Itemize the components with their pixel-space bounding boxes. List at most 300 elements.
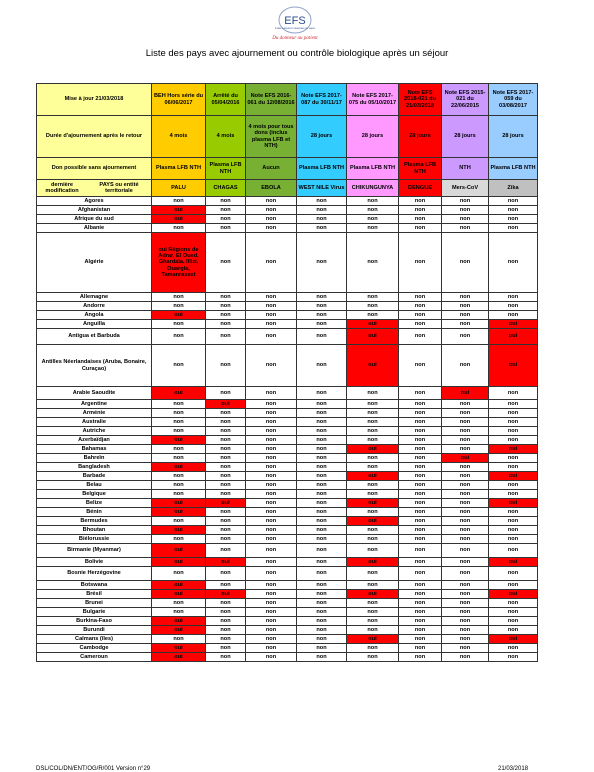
status-cell: non xyxy=(442,626,489,635)
status-cell: non xyxy=(347,197,399,206)
status-cell: non xyxy=(246,617,297,626)
status-cell: non xyxy=(399,567,442,581)
status-cell: non xyxy=(206,535,246,544)
status-cell: non xyxy=(442,590,489,599)
status-cell: non xyxy=(489,293,538,302)
don-west-nile: Plasma LFB NTH xyxy=(297,158,347,180)
status-cell: non xyxy=(489,400,538,409)
table-row xyxy=(37,481,538,490)
status-cell: non xyxy=(489,526,538,535)
status-cell: non xyxy=(246,558,297,567)
status-cell: non xyxy=(442,311,489,320)
status-cell: non xyxy=(399,197,442,206)
status-cell: non xyxy=(246,526,297,535)
status-cell: non xyxy=(152,320,206,329)
status-cell: non xyxy=(489,215,538,224)
document-title: Liste des pays avec ajournement ou contrôle biologique après un séjour xyxy=(145,48,449,59)
status-cell: non xyxy=(297,599,347,608)
status-cell: non xyxy=(399,400,442,409)
status-cell: oui xyxy=(152,617,206,626)
status-cell: non xyxy=(206,644,246,653)
country-cell: Bermudes xyxy=(37,517,152,526)
status-cell: oui xyxy=(347,445,399,454)
status-cell: non xyxy=(347,626,399,635)
status-cell: non xyxy=(399,293,442,302)
status-cell: non xyxy=(489,481,538,490)
country-cell: Bulgarie xyxy=(37,608,152,617)
status-cell: non xyxy=(246,454,297,463)
status-cell: non xyxy=(246,644,297,653)
header-row-diseases xyxy=(37,180,538,197)
status-cell: non xyxy=(152,345,206,387)
country-cell: Botswana xyxy=(37,581,152,590)
table-row xyxy=(37,617,538,626)
status-cell: non xyxy=(399,535,442,544)
status-cell: oui xyxy=(152,526,206,535)
status-cell: non xyxy=(399,558,442,567)
status-cell: non xyxy=(246,508,297,517)
status-cell: oui xyxy=(489,499,538,508)
status-cell: non xyxy=(297,535,347,544)
status-cell: non xyxy=(442,508,489,517)
table-row xyxy=(37,400,538,409)
status-cell: non xyxy=(297,400,347,409)
country-cell: Cameroun xyxy=(37,653,152,662)
status-cell: oui xyxy=(206,558,246,567)
country-cell: Anguilla xyxy=(37,320,152,329)
status-cell: non xyxy=(246,320,297,329)
status-cell: non xyxy=(347,302,399,311)
disease-ebola: EBOLA xyxy=(246,180,297,197)
status-cell: non xyxy=(206,567,246,581)
don-chagas: Plasma LFB NTH xyxy=(206,158,246,180)
status-cell: non xyxy=(489,311,538,320)
status-cell: non xyxy=(206,481,246,490)
status-cell: oui xyxy=(347,635,399,644)
status-cell: non xyxy=(246,608,297,617)
status-cell: non xyxy=(152,302,206,311)
status-cell: non xyxy=(206,454,246,463)
status-cell: non xyxy=(206,345,246,387)
status-cell: non xyxy=(399,418,442,427)
status-cell: non xyxy=(347,581,399,590)
country-cell: Bhoutan xyxy=(37,526,152,535)
note-west-nile: Note EFS 2017-087 du 30/11/17 xyxy=(297,84,347,116)
table-row xyxy=(37,567,538,581)
status-cell: non xyxy=(206,490,246,499)
status-cell: non xyxy=(246,590,297,599)
status-cell: non xyxy=(442,329,489,345)
status-cell: non xyxy=(152,635,206,644)
status-cell: non xyxy=(399,544,442,558)
status-cell: non xyxy=(442,302,489,311)
status-cell: non xyxy=(347,454,399,463)
table-row xyxy=(37,302,538,311)
status-cell: oui xyxy=(152,644,206,653)
note-mers: Note EFS 2015-021 du 22/06/2015 xyxy=(442,84,489,116)
status-cell: oui xyxy=(347,329,399,345)
status-cell: non xyxy=(442,293,489,302)
disease-mers: Mers-CoV xyxy=(442,180,489,197)
status-cell: non xyxy=(442,644,489,653)
country-cell: Australie xyxy=(37,418,152,427)
country-cell: Biélorussie xyxy=(37,535,152,544)
status-cell: non xyxy=(152,409,206,418)
country-cell: Burundi xyxy=(37,626,152,635)
status-cell: non xyxy=(347,526,399,535)
status-cell: non xyxy=(399,224,442,233)
status-cell: oui xyxy=(152,558,206,567)
status-cell: non xyxy=(489,409,538,418)
countries-table xyxy=(36,83,538,662)
table-row xyxy=(37,517,538,526)
status-cell: non xyxy=(206,233,246,293)
status-cell: non xyxy=(206,544,246,558)
status-cell: oui xyxy=(442,387,489,400)
status-cell: non xyxy=(297,427,347,436)
status-cell: non xyxy=(246,345,297,387)
status-cell: non xyxy=(399,490,442,499)
table-row xyxy=(37,635,538,644)
status-cell: non xyxy=(399,436,442,445)
table-row xyxy=(37,224,538,233)
country-cell: Afghanistan xyxy=(37,206,152,215)
pays-label: PAYS ou entité territoriale xyxy=(99,181,139,194)
don-palu: Plasma LFB NTH xyxy=(152,158,206,180)
status-cell: non xyxy=(399,599,442,608)
status-cell: non xyxy=(152,418,206,427)
status-cell: non xyxy=(442,581,489,590)
status-cell: non xyxy=(297,617,347,626)
status-cell: non xyxy=(297,233,347,293)
table-row xyxy=(37,387,538,400)
status-cell: non xyxy=(297,499,347,508)
status-cell: non xyxy=(206,635,246,644)
duree-mers: 28 jours xyxy=(442,116,489,158)
table-row xyxy=(37,445,538,454)
status-cell: non xyxy=(489,644,538,653)
status-cell: non xyxy=(399,508,442,517)
status-cell: non xyxy=(297,567,347,581)
status-cell: oui xyxy=(347,590,399,599)
table-body xyxy=(37,197,538,662)
status-cell: non xyxy=(347,418,399,427)
status-cell: non xyxy=(297,626,347,635)
note-palu: BEH Hors série du 06/06/2017 xyxy=(152,84,206,116)
status-cell: non xyxy=(206,427,246,436)
don-chik: Plasma LFB NTH xyxy=(347,158,399,180)
status-cell: non xyxy=(489,206,538,215)
status-cell: non xyxy=(297,418,347,427)
status-cell: non xyxy=(399,302,442,311)
status-cell: non xyxy=(206,302,246,311)
status-cell: non xyxy=(206,215,246,224)
status-cell: non xyxy=(399,206,442,215)
status-cell: non xyxy=(246,517,297,526)
status-cell: oui xyxy=(152,590,206,599)
status-cell: non xyxy=(246,400,297,409)
status-cell: non xyxy=(399,626,442,635)
status-cell: non xyxy=(347,311,399,320)
status-cell: non xyxy=(399,635,442,644)
status-cell: non xyxy=(399,409,442,418)
status-cell: non xyxy=(399,320,442,329)
table-row xyxy=(37,508,538,517)
status-cell: oui Régions de Adrar, El Oued, Ghardaïa, Illizi, Ouargla, Tamanrasset xyxy=(152,233,206,293)
status-cell: non xyxy=(347,206,399,215)
status-cell: non xyxy=(152,400,206,409)
status-cell: non xyxy=(206,599,246,608)
table-row xyxy=(37,526,538,535)
status-cell: non xyxy=(347,490,399,499)
status-cell: non xyxy=(152,293,206,302)
status-cell: non xyxy=(442,320,489,329)
status-cell: non xyxy=(489,490,538,499)
status-cell: non xyxy=(442,526,489,535)
country-cell: Agores xyxy=(37,197,152,206)
status-cell: non xyxy=(246,197,297,206)
status-cell: non xyxy=(399,590,442,599)
status-cell: non xyxy=(206,387,246,400)
status-cell: non xyxy=(347,544,399,558)
status-cell: non xyxy=(399,526,442,535)
table-row xyxy=(37,206,538,215)
status-cell: non xyxy=(442,481,489,490)
status-cell: oui xyxy=(152,215,206,224)
country-cell: Bahreïn xyxy=(37,454,152,463)
status-cell: non xyxy=(152,599,206,608)
status-cell: non xyxy=(246,463,297,472)
status-cell: oui xyxy=(489,472,538,481)
status-cell: non xyxy=(297,345,347,387)
status-cell: non xyxy=(399,481,442,490)
country-cell: Autriche xyxy=(37,427,152,436)
status-cell: non xyxy=(206,418,246,427)
status-cell: oui xyxy=(347,472,399,481)
status-cell: non xyxy=(297,590,347,599)
status-cell: non xyxy=(246,206,297,215)
status-cell: non xyxy=(489,567,538,581)
status-cell: non xyxy=(206,617,246,626)
status-cell: oui xyxy=(489,590,538,599)
status-cell: non xyxy=(347,387,399,400)
status-cell: oui xyxy=(152,463,206,472)
status-cell: non xyxy=(399,311,442,320)
status-cell: non xyxy=(297,508,347,517)
status-cell: non xyxy=(297,581,347,590)
table-row xyxy=(37,599,538,608)
country-cell: Barbade xyxy=(37,472,152,481)
header-row-don xyxy=(37,158,538,180)
status-cell: non xyxy=(297,197,347,206)
country-cell: Algérie xyxy=(37,233,152,293)
status-cell: non xyxy=(152,567,206,581)
status-cell: non xyxy=(347,293,399,302)
status-cell: non xyxy=(399,387,442,400)
table-row xyxy=(37,215,538,224)
status-cell: non xyxy=(442,436,489,445)
status-cell: non xyxy=(246,535,297,544)
disease-dengue: DENGUE xyxy=(399,180,442,197)
status-cell: oui xyxy=(152,387,206,400)
status-cell: non xyxy=(297,224,347,233)
status-cell: non xyxy=(206,311,246,320)
note-chagas: Arrêté du 05/04/2016 xyxy=(206,84,246,116)
status-cell: non xyxy=(297,320,347,329)
country-cell: Arménie xyxy=(37,409,152,418)
status-cell: non xyxy=(442,224,489,233)
country-cell: Albanie xyxy=(37,224,152,233)
status-cell: non xyxy=(347,409,399,418)
logo-subtext: ÉTABLISSEMENT FRANÇAIS DU SANG xyxy=(274,28,316,30)
table-row xyxy=(37,463,538,472)
status-cell: non xyxy=(399,445,442,454)
status-cell: non xyxy=(297,517,347,526)
status-cell: non xyxy=(152,490,206,499)
status-cell: non xyxy=(297,544,347,558)
status-cell: oui xyxy=(489,329,538,345)
status-cell: non xyxy=(297,472,347,481)
country-cell: Caïmans (îles) xyxy=(37,635,152,644)
country-cell: Azerbaïdjan xyxy=(37,436,152,445)
don-dengue: Plasma LFB NTH xyxy=(399,158,442,180)
status-cell: non xyxy=(246,635,297,644)
status-cell: oui xyxy=(152,206,206,215)
table-row xyxy=(37,197,538,206)
note-dengue: Note EFS 2018-021 du 21/03/2018 xyxy=(399,84,442,116)
status-cell: non xyxy=(206,293,246,302)
status-cell: non xyxy=(347,617,399,626)
status-cell: non xyxy=(347,427,399,436)
derniere-modification-label: dernière modification xyxy=(45,181,79,194)
duree-west-nile: 28 jours xyxy=(297,116,347,158)
status-cell: non xyxy=(297,463,347,472)
status-cell: non xyxy=(489,508,538,517)
status-cell: non xyxy=(206,445,246,454)
note-ebola: Note EFS 2016-061 du 12/08/2016 xyxy=(246,84,297,116)
status-cell: oui xyxy=(489,635,538,644)
status-cell: non xyxy=(206,526,246,535)
note-chik: Note EFS 2017-075 du 05/10/2017 xyxy=(347,84,399,116)
status-cell: non xyxy=(399,499,442,508)
status-cell: non xyxy=(297,490,347,499)
status-cell: non xyxy=(489,535,538,544)
status-cell: non xyxy=(347,224,399,233)
status-cell: non xyxy=(206,436,246,445)
status-cell: non xyxy=(399,653,442,662)
status-cell: oui xyxy=(489,445,538,454)
status-cell: non xyxy=(442,409,489,418)
country-cell: Brunei xyxy=(37,599,152,608)
status-cell: non xyxy=(489,418,538,427)
status-cell: oui xyxy=(347,499,399,508)
country-cell: Bénin xyxy=(37,508,152,517)
status-cell: non xyxy=(206,409,246,418)
status-cell: non xyxy=(206,329,246,345)
status-cell: non xyxy=(442,567,489,581)
status-cell: non xyxy=(152,454,206,463)
status-cell: non xyxy=(442,490,489,499)
status-cell: non xyxy=(246,581,297,590)
disease-west-nile: WEST NILE Virus xyxy=(297,180,347,197)
status-cell: non xyxy=(206,206,246,215)
status-cell: oui xyxy=(152,653,206,662)
duree-label: Durée d'ajournement après le retour xyxy=(37,116,152,158)
status-cell: non xyxy=(399,644,442,653)
status-cell: non xyxy=(246,329,297,345)
status-cell: non xyxy=(347,233,399,293)
status-cell: non xyxy=(347,567,399,581)
table-row xyxy=(37,320,538,329)
country-cell: Burkina-Faso xyxy=(37,617,152,626)
header-row-notes xyxy=(37,84,538,116)
status-cell: non xyxy=(152,608,206,617)
status-cell: non xyxy=(297,409,347,418)
status-cell: non xyxy=(442,445,489,454)
status-cell: non xyxy=(347,599,399,608)
status-cell: non xyxy=(347,644,399,653)
status-cell: non xyxy=(246,427,297,436)
table-row xyxy=(37,311,538,320)
status-cell: non xyxy=(489,626,538,635)
country-cell: Afrique du sud xyxy=(37,215,152,224)
status-cell: non xyxy=(399,215,442,224)
table-row xyxy=(37,581,538,590)
status-cell: non xyxy=(399,233,442,293)
status-cell: non xyxy=(399,463,442,472)
status-cell: oui xyxy=(152,626,206,635)
status-cell: non xyxy=(246,418,297,427)
table-row xyxy=(37,544,538,558)
status-cell: non xyxy=(206,472,246,481)
disease-chik: CHIKUNGUNYA xyxy=(347,180,399,197)
country-cell: Belgique xyxy=(37,490,152,499)
status-cell: non xyxy=(399,454,442,463)
status-cell: non xyxy=(297,206,347,215)
country-cell: Allemagne xyxy=(37,293,152,302)
status-cell: oui xyxy=(152,499,206,508)
status-cell: non xyxy=(152,535,206,544)
status-cell: non xyxy=(297,329,347,345)
status-cell: non xyxy=(246,436,297,445)
table-row xyxy=(37,472,538,481)
status-cell: non xyxy=(152,472,206,481)
status-cell: non xyxy=(442,599,489,608)
status-cell: non xyxy=(347,400,399,409)
country-cell: Argentine xyxy=(37,400,152,409)
status-cell: non xyxy=(297,558,347,567)
status-cell: oui xyxy=(206,590,246,599)
status-cell: non xyxy=(206,653,246,662)
status-cell: oui xyxy=(206,400,246,409)
header-row-duree xyxy=(37,116,538,158)
status-cell: non xyxy=(442,558,489,567)
status-cell: non xyxy=(399,581,442,590)
status-cell: non xyxy=(297,481,347,490)
status-cell: non xyxy=(152,224,206,233)
logo-slogan: Du donneur au patient xyxy=(272,36,318,41)
status-cell: non xyxy=(399,345,442,387)
status-cell: non xyxy=(489,302,538,311)
status-cell: non xyxy=(246,409,297,418)
status-cell: non xyxy=(399,517,442,526)
status-cell: oui xyxy=(442,454,489,463)
status-cell: non xyxy=(246,215,297,224)
country-cell: Cambodge xyxy=(37,644,152,653)
status-cell: non xyxy=(489,544,538,558)
status-cell: non xyxy=(399,617,442,626)
table-row xyxy=(37,626,538,635)
